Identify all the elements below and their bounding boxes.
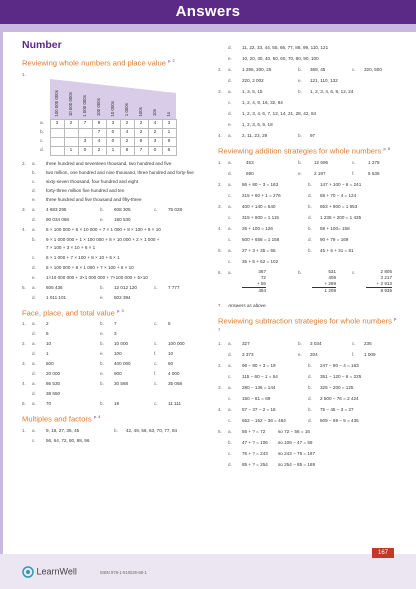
answer-text: 180 530 — [114, 216, 131, 222]
section-heading — [218, 314, 398, 337]
row-label: c. — [40, 138, 44, 144]
sum-line: + 2 913 — [366, 281, 392, 288]
table-cell — [78, 128, 92, 137]
sum-line: + 55 — [242, 281, 266, 288]
answer-text: 1 — [46, 351, 49, 357]
answer-text: 75 − 45 − 3 = 27 — [320, 406, 354, 412]
answer-text: 47 + ? = 106 — [242, 439, 268, 445]
answer-text: 5 — [168, 321, 171, 327]
answer-text: three hundred and five thousand and fifty-three — [46, 196, 142, 202]
answer-letter: e. — [228, 56, 232, 61]
answer-text: 3 034 — [310, 340, 322, 346]
answer-text: 653 + 900 = 1 553 — [320, 203, 358, 209]
answer-text: 27 + 3 + 35 = 65 — [242, 247, 276, 253]
left-column: Number Reviewing whole numbers and place value $^{p. 2}$ 1. 100 000 000s 10 000 000s 1 000 000s 100 000s 10 000s 1 000s 100s 10s 1s a. 3 2 7 9 3 2 2 4 3 b. 7 0 4 2 2 1 c. 3 4 0 2 6 3 9 d. 1 0 2 1 8 7 0 6 2. a. three hundred and seventeen thousand, two hundred and five b. two million, one hundred and nine thousand, three hundred and forty-five c. sixty-seven thousand, four hundred and eight d. forty-three million five hundred and ten e. three hundred and five thousand and fifty-three 3. a. 4 683 295 b. 608 305 c. 75 028 d. 90 034 068 e. 180 530 4. a. 5 × 100 000 + 6 × 10 000 + 7 × 1 000 + 8 × 100 + 9 × 10 b. 9 × 1 000 000 + 1 × 100 000 + 8 × 10 000 + 2 × 1 000 + 7 × 100 + 3 × 10 + 6 × 1 c. 6 × 1 000 + 7 × 100 + 8 × 10 + 6 × 1 d. 5 × 100 000 + 8 × 1 000 + 7 × 100 + 6 × 10 e. 1×10 000 000 + 3×1 000 000 + 7×100 000 + 5×10 5. a. 605 436 b. 12 012 120 c. 7 777 d. 1 011 101 e. 502 394 Face, place, and total value $^{p. 3}$ 1. a. 2 b. 7 c. 5 d. 5 e. 3 2. a. 10 b. 10 000 c. 100 000 d. 1 e. 100 f. 10 3. a. 500 b. 400 000 c. 60 d. 20 000 e. 900 f. 4 000 4. a. 86 530 b. 30 568 c. 35 068 d. 38 650 5. a. 70 b. 19 c. 11 111 Multiples and factors $^{p. 4}$ 1. a. 9, 18, 27, 36, 45 b. 42, 49, 56, 63, 70, 77, 84 c. 56, 64, 72, 80, 88, 96 — [22, 38, 208, 445]
page-title: Answers — [175, 3, 241, 20]
answer-text: 115 − 60 − 1 = 54 — [242, 373, 278, 379]
answer-text: 10 000 — [114, 341, 129, 347]
table-cell — [50, 146, 64, 155]
answer-text: so 243 − 76 = 167 — [278, 450, 316, 456]
answer-text: 58 + 100= 158 — [320, 225, 350, 231]
answer-text: 351 − 120 − 6 = 225 — [320, 373, 362, 379]
header-band — [0, 0, 416, 24]
answer-text: Answers as above. — [228, 302, 267, 308]
pv-col-header: 1 000 000s — [82, 94, 87, 117]
answer-text: 1, 2, 3, 6, 9, 18 — [242, 122, 273, 127]
table-cell: 1 — [106, 146, 120, 155]
table-cell: 8 — [120, 146, 134, 155]
pv-col-header: 100s — [138, 107, 143, 117]
sum-line: 367 — [258, 268, 266, 274]
column-additions: 6. a. 367 72 + 55 494 b. 531 408 + 269 1 208 c. 2 805 3 217 + 2 913 8 935 — [218, 268, 392, 293]
table-cell: 3 — [148, 137, 162, 146]
table-cell — [64, 128, 78, 137]
table-cell: 4 — [92, 137, 106, 146]
page-ref: p. 4 — [93, 414, 101, 420]
page-ref: p. 7 — [218, 315, 398, 333]
table-cell: 6 — [162, 146, 176, 155]
answer-text: 3 — [114, 331, 117, 337]
pv-col-header: 100 000s — [96, 98, 101, 117]
answer-text: 75 028 — [168, 206, 183, 212]
heading-text: Reviewing addition strategies for whole numbers — [218, 146, 382, 156]
answer-text: 1 278 — [368, 159, 380, 165]
table-cell — [50, 128, 64, 137]
answer-text: 4 000 — [168, 371, 180, 377]
table-cell: 2 — [64, 119, 78, 128]
table-cell: 4 — [148, 119, 162, 128]
answer-text: 90 034 068 — [46, 216, 69, 222]
answer-text: 1, 2, 3, 4, 6, 8, 12, 24 — [310, 89, 354, 94]
sum-line: 8 935 — [380, 287, 392, 293]
answer-text: 100 000 — [168, 341, 185, 347]
answer-text: 652 − 152 − 36 = 464 — [242, 417, 286, 423]
pv-col-header: 1s — [166, 111, 171, 117]
answer-text: two million, one hundred and nine thousand, three hundred and forty-five — [46, 169, 194, 175]
answer-text: 1 011 101 — [46, 294, 67, 300]
table-cell: 2 — [92, 146, 106, 155]
answer-text: 325 − 200 = 125 — [320, 384, 354, 390]
answer-text: 1 009 — [364, 351, 376, 357]
sum-line: 72 — [260, 274, 266, 280]
heading-text: Face, place, and total value — [22, 308, 115, 318]
answer-text: 35 + 5 + 62 = 102 — [242, 258, 279, 264]
answer-text: 204 — [310, 351, 318, 357]
table-cell: 3 — [106, 119, 120, 128]
answer-text: 220, 2 002 — [242, 78, 264, 83]
answer-text: 7 × 100 + 3 × 10 + 6 × 1 — [46, 244, 96, 250]
table-cell: 3 — [162, 119, 176, 128]
answer-text: 4 683 295 — [46, 206, 67, 212]
table-cell — [50, 137, 64, 146]
answer-text: so 72 − 56 = 16 — [278, 428, 310, 434]
answer-text: 30 568 — [114, 381, 129, 387]
section-heading — [22, 412, 208, 424]
answer-text: so 254 − 85 = 169 — [278, 461, 316, 467]
heading-text: Reviewing whole numbers and place value — [22, 58, 166, 68]
table-row — [40, 146, 176, 155]
answer-text: 10 — [46, 341, 52, 347]
answer-text: 150 − 81 = 69 — [242, 395, 271, 401]
answer-text: 76 + ? = 243 — [242, 450, 268, 456]
section-heading — [22, 56, 208, 68]
table-cell: 0 — [78, 146, 92, 155]
answer-text: 42, 49, 56, 63, 70, 77, 84 — [126, 427, 178, 433]
heading-text: Multiples and factors — [22, 414, 92, 424]
page-ref: p. 5 — [383, 146, 391, 151]
sum-line: 408 — [328, 274, 336, 280]
answer-text: 7 777 — [168, 284, 180, 290]
pv-col-header: 10 000 000s — [68, 92, 73, 117]
answer-text: 235 — [364, 340, 372, 346]
table-cell: 0 — [106, 137, 120, 146]
answer-text: three hundred and seventeen thousand, two hundred and five — [46, 160, 172, 166]
answer-text: 7 — [114, 321, 117, 327]
table-cell: 7 — [92, 128, 106, 137]
answer-text: 5 × 100 000 + 6 × 10 000 + 7 × 1 000 + 8 × 100 + 9 × 10 — [46, 226, 161, 232]
answer-text: 58 + 70 − 4 = 124 — [320, 192, 357, 198]
answer-text: 11 111 — [168, 401, 182, 407]
answer-text: 6 × 1 000 + 7 × 100 + 8 × 10 + 6 × 1 — [46, 254, 120, 260]
answer-text: 453 — [246, 159, 254, 165]
answer-text: 5 — [46, 331, 49, 337]
answer-text: 327 — [242, 340, 250, 346]
answer-text: 70 — [46, 401, 52, 407]
column-sum — [242, 269, 266, 294]
column-sum — [366, 269, 392, 294]
answer-text: 9, 18, 27, 36, 45 — [46, 427, 80, 433]
answer-text: 280 − 136 = 144 — [242, 384, 276, 390]
answer-text: 45 + 5 + 31 = 81 — [320, 247, 354, 253]
table-cell — [64, 137, 78, 146]
table-cell: 0 — [148, 146, 162, 155]
table-cell: 0 — [106, 128, 120, 137]
answer-text: 1 295, 300, 25 — [242, 67, 272, 72]
answer-text: 500 + 658 = 1 158 — [242, 236, 280, 242]
answer-text: 12 012 120 — [114, 284, 137, 290]
table-cell: 9 — [92, 119, 106, 128]
section-heading — [22, 306, 208, 318]
answer-text: 56, 64, 72, 80, 88, 96 — [46, 437, 90, 443]
table-cell: 1 — [162, 128, 176, 137]
answer-text: 2, 11, 23, 29 — [242, 133, 268, 138]
row-label: b. — [40, 129, 45, 135]
sum-line: 2 805 — [380, 268, 392, 274]
place-value-table — [40, 119, 177, 156]
answer-text: 97 — [310, 133, 316, 138]
brand-logo — [22, 566, 77, 578]
table-row — [40, 119, 176, 128]
sum-line: 531 — [328, 268, 336, 274]
answer-text: 57 − 37 − 2 = 18 — [242, 406, 276, 412]
answer-text: 1×10 000 000 + 3×1 000 000 + 7×100 000 + 5×10 — [46, 274, 148, 280]
answer-text: forty-three million five hundred and ten — [46, 187, 125, 193]
header-strip — [0, 24, 416, 32]
answer-text: so 106 − 47 = 59 — [278, 439, 313, 445]
right-column: d. 11, 22, 33, 44, 55, 66, 77, 88, 99, 110, 121 e. 10, 20, 30, 40, 50, 60, 70, 80, 90, 100 2. a. 1 295, 300, 25 b. 369, 45 c. 320, 500 d. 220, 2 002 e. 121, 110, 132 3. a. 1, 3, 5, 15 b. 1, 2, 3, 4, 6, 8, 12, 24 c. 1, 2, 4, 8, 16, 32, 64 d. 1, 2, 3, 4, 6, 7, 12, 14, 21, 28, 42, 84 e. 1, 2, 3, 6, 9, 18 4. a. 2, 11, 23, 29 b. 97 Reviewing addition strategies for whole numbers $^{p. 5}$ 1. a. 453 b. 12 695 c. 1 278 d. 690 e. 2 197 f. 5 535 2. a. 86 + 80 − 3 = 163 b. 147 + 100 − 6 = 241 c. 215 + 60 + 1 = 276 d. 58 + 70 − 4 = 124 3. a. 400 + 140 = 540 b. 653 + 900 = 1 553 c. 315 + 800 = 1 115 d. 1 235 + 200 = 1 435 4. a. 26 + 100 = 126 b. 58 + 100= 158 c. 500 + 658 = 1 158 d. 90 + 79 = 169 5. a. 27 + 3 + 35 = 65 b. 45 + 5 + 31 = 81 c. 35 + 5 + 62 = 102 6. a. 367 72 + 55 494 b. 531 408 + 269 1 208 c. 2 805 3 217 + 2 913 8 935 7. Answers as above. Reviewing subtraction strategies for whole numbers $^{p. 7}$ 1. a. 327 b. 3 034 c. 235 d. 3 373 e. 204 f. 1 009 2. a. 96 − 80 + 3 = 19 b. 247 − 80 − 4 = 163 c. 115 − 60 − 1 = 54 d. 351 − 120 − 6 = 225 3. a. 280 − 136 = 144 b. 325 − 200 = 125 c. 150 − 81 = 69 d. 2 500 − 76 = 2 424 4. a. 57 − 37 − 2 = 18 b. 75 − 45 − 3 = 27 c. 652 − 152 − 36 = 464 d. 509 − 69 − 5 = 435 5. a. 56 + ? = 72 so 72 − 56 = 16 b. 47 + ? = 106 so 106 − 47 = 59 c. 76 + ? = 243 so 243 − 76 = 167 d. 85 + ? = 254 so 254 − 85 = 169 — [218, 45, 398, 467]
answer-text: 11, 22, 33, 44, 55, 66, 77, 88, 99, 110, 121 — [242, 45, 329, 50]
sum-line: 494 — [258, 287, 266, 293]
answer-text: 320, 500 — [364, 67, 382, 72]
pv-col-header: 10s — [152, 109, 157, 117]
answer-text: 60 — [168, 361, 174, 367]
table-cell: 3 — [78, 137, 92, 146]
answer-text: 400 + 140 = 540 — [242, 203, 276, 209]
table-cell: 6 — [134, 137, 148, 146]
answer-text: 215 + 60 + 1 = 276 — [242, 192, 281, 198]
place-value-headers — [50, 79, 176, 119]
page-ref: p. 2 — [168, 58, 175, 63]
table-cell: 2 — [134, 128, 148, 137]
answer-text: 5 × 100 000 + 8 × 1 000 + 7 × 100 + 6 × 10 — [46, 264, 134, 270]
answer-text: 35 068 — [168, 381, 183, 387]
column-sum — [312, 269, 336, 294]
answer-text: 20 000 — [46, 371, 61, 377]
table-cell: 7 — [78, 119, 92, 128]
table-row — [40, 128, 176, 137]
row-label: a. — [40, 120, 45, 126]
table-cell: 3 — [50, 119, 64, 128]
table-cell: 2 — [134, 119, 148, 128]
answer-letter: d. — [228, 45, 232, 50]
section-heading — [218, 144, 398, 156]
answer-text: 5 535 — [368, 170, 380, 176]
sum-line: 3 217 — [380, 274, 392, 280]
answer-text: 2 500 − 76 = 2 424 — [320, 395, 359, 401]
left-edge-strip — [0, 24, 3, 554]
table-cell: 2 — [120, 137, 134, 146]
row-label: d. — [40, 147, 45, 153]
learnwell-logo-icon — [22, 566, 34, 578]
answer-text: 9 × 1 000 000 + 1 × 100 000 + 8 × 10 000 + 2 × 1 000 + — [46, 236, 160, 242]
answer-text: 26 + 100 = 126 — [242, 225, 273, 231]
answer-text: 147 + 100 − 6 = 241 — [320, 181, 362, 187]
answer-text: 315 + 800 = 1 115 — [242, 214, 279, 220]
answer-text: 500 — [46, 361, 54, 367]
answer-text: 690 — [246, 170, 254, 176]
answer-text: 247 − 80 − 4 = 163 — [320, 362, 359, 368]
answer-text: 86 + 80 − 3 = 163 — [242, 181, 279, 187]
sum-line: + 269 — [312, 281, 336, 288]
answer-text: 400 000 — [114, 361, 131, 367]
answer-text: 1, 2, 4, 8, 16, 32, 64 — [242, 100, 283, 105]
page-ref: p. 3 — [117, 307, 124, 313]
isbn-text: ISBN 978-1-910026-88-1 — [100, 570, 147, 575]
answer-text: 2 197 — [314, 170, 326, 176]
brand-name: LearnWell — [36, 566, 77, 577]
heading-text: Reviewing subtraction strategies for whole numbers — [218, 316, 392, 326]
answer-text: 86 530 — [46, 381, 61, 387]
table-cell: 9 — [162, 137, 176, 146]
answer-text: 96 − 80 + 3 = 19 — [242, 362, 276, 368]
table-cell: 2 — [148, 128, 162, 137]
table-cell: 2 — [120, 119, 134, 128]
answer-text: 2 — [46, 321, 49, 327]
table-row — [40, 137, 176, 146]
table-cell: 7 — [134, 146, 148, 155]
answer-text: 38 650 — [46, 391, 61, 397]
answer-text: sixty-seven thousand, four hundred and eight — [46, 178, 138, 184]
answer-text: 56 + ? = 72 — [242, 428, 266, 434]
sum-line: 1 208 — [324, 287, 336, 293]
answer-text: 12 695 — [314, 159, 329, 165]
answer-text: 1, 2, 3, 4, 6, 7, 12, 14, 21, 28, 42, 84 — [242, 111, 317, 116]
answer-text: 121, 110, 132 — [310, 78, 338, 83]
answer-text: 85 + ? = 254 — [242, 461, 268, 467]
section-number-heading: Number — [22, 39, 62, 51]
answer-text: 19 — [114, 401, 120, 407]
pv-col-header: 1 000s — [124, 103, 129, 117]
table-cell: 4 — [120, 128, 134, 137]
answer-text: 1, 3, 5, 15 — [242, 89, 263, 94]
answer-text: 369, 45 — [310, 67, 326, 72]
answer-text: 10, 20, 30, 40, 50, 60, 70, 80, 90, 100 — [242, 56, 319, 61]
answer-text: 900 — [114, 371, 122, 377]
answer-text: 502 394 — [114, 294, 131, 300]
answer-text: 605 436 — [46, 284, 63, 290]
page-number: 167 — [372, 548, 394, 558]
answer-text: 90 + 79 = 169 — [320, 236, 349, 242]
answer-text: 608 305 — [114, 206, 131, 212]
table-cell: 1 — [64, 146, 78, 155]
answer-text: 100 — [114, 351, 122, 357]
pv-col-header: 100 000 000s — [54, 89, 59, 117]
answer-text: 3 373 — [242, 351, 254, 357]
answer-text: 1 235 + 200 = 1 435 — [320, 214, 362, 220]
answer-text: 10 — [168, 351, 174, 357]
pv-col-header: 10 000s — [110, 100, 115, 117]
answer-text: 509 − 69 − 5 = 435 — [320, 417, 359, 423]
